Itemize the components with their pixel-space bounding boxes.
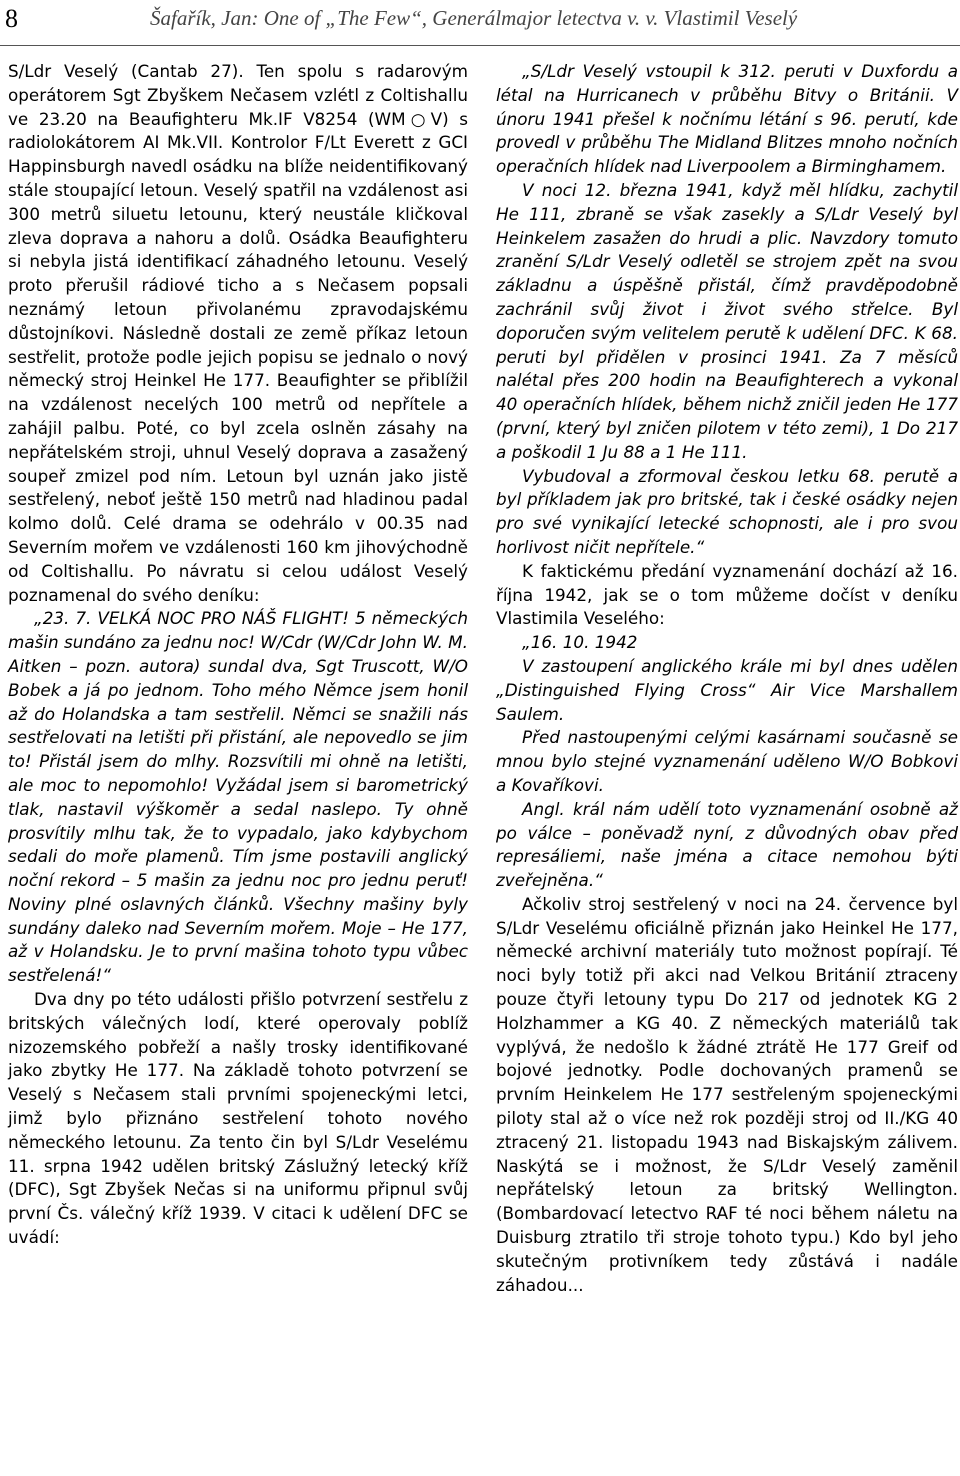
diary-date: „16. 10. 1942 [522,632,638,653]
paragraph: S/Ldr Veselý (Cantab 27). Ten spolu s radarovým operátorem Sgt Zbyškem Nečasem vzlétl z Coltishallu ve 23.20 na Beaufighteru Mk.IF V8254 (WM○V) s radiolokátorem AI Mk.VII. Kontrolor F/Lt Everett z GCI Happinsburgh navedl osádku na blíže neidentifikovaný stále stoupající letoun. Veselý spatřil na vzdálenost asi 300 metrů siluetu letounu, který neustále kličkoval zleva doprava a nahoru a dolů. Osádka Beaufighteru si nebyla jistá identifikací záhadného letounu. Veselý proto přerušil rádiové ticho a s Nečasem popsali neznámý letoun přivolanému zpravodajskému důstojníkovi. Následně dostali ze země příkaz letoun sestřelit, protože podle jejich popisu se jednalo o nový německý stroj Heinkel He 177. Beaufighter se přiblížil na vzdálenost necelých 100 metrů od nepřítele a zahájil palbu. Poté, co byl zcela oslněn zásahy na nepřátelském stroji, uhnul Veselý doprava a zasažený soupeř zmizel pod ním. Letoun byl uznán jako jistě sestřelený, neboť ještě 150 metrů nad hladinou padal kolmo dolů. Celé drama se odehrálo v 00.35 nad Severním mořem ve vzdálenosti 160 km jihovýchodně od Coltishallu. Po návratu si celou událost Veselý poznamenal do svého deníku: [8,61,468,605]
page-header [0,0,960,46]
right-column [496,60,958,1297]
paragraph: K faktickému předání vyznamenání dochází až 16. října 1942, jak se o tom můžeme dočíst v deníku Vlastimila Veselého: [496,560,958,629]
diary-quote: „23. 7. VELKÁ NOC PRO NÁŠ FLIGHT! 5 německých mašin sundáno za jednu noc! W/Cdr (W/Cdr John W. M. Aitken – pozn. autora) sundal dva, Sgt Truscott, W/O Bobek a já po jednom. Toho mého Němce jsem honil až do Holandska a tam sestřelil. Němci se snažili nás sestřelovati na letišti při přistání, ale nepovedlo se jim to! Přistál jsem do mlhy. Rozsvítili mi ohně na letišti, ale moc to nepomohlo! Vyžádal jsem si barometrický tlak, nastavil výškoměr a sedal naslepo. Ty ohně prosvítily mlhu tak, že to vypadalo, jako kdybychom sedali do moře plamenů. Tím jsme postavili anglický noční rekord – 5 mašin za jednu noc pro jednu peruť! Noviny plné oslavných článků. Všechny mašiny byly sundány daleko nad Severním mořem. Moje – He 177, až v Holandsku. Je to první mašina tohoto typu vůbec sestřelená!“ [8,608,468,986]
paragraph: Dva dny po této události přišlo potvrzení sestřelu z britských válečných lodí, které operovaly poblíž nizozemského pobřeží a našly trosky identifikované jako zbytky He 177. Na základě tohoto potvrzení se Veselý s Nečasem stali prvními spojeneckými letci, jimž bylo přiznáno sestřelení tohoto nového německého letounu. Za tento čin byl S/Ldr Veselému 11. srpna 1942 udělen britský Záslužný letecký kříž (DFC), Sgt Zbyšek Nečas si na uniformu připnul svůj první Čs. válečný kříž 1939. V citaci k udělení DFC se uvádí: [8,989,468,1248]
citation-paragraph: Vybudoval a zformoval českou letku 68. perutě a byl příkladem jak pro britské, tak i české osádky nejen pro své vynikající letecké schopnosti, ale i pro svou horlivost ničit nepřítele.“ [496,465,958,557]
citation-paragraph: „S/Ldr Veselý vstoupil k 312. peruti v Duxfordu a létal na Hurricanech v průběhu Bitvy o Británii. V únoru 1941 přešel k nočnímu létání s 96. perutí, kde provedl v průběhu The Midland Blitzes mnoho nočních operačních hlídek nad Liverpoolem a Birminghamem. [496,61,958,177]
page-number: 8 [5,4,18,33]
diary-quote: Angl. král nám udělí toto vyznamenání osobně až po válce – poněvadž nyní, z důvodných obav před represáliemi, naše jména a citace nemohou býti zveřejněna.“ [496,798,958,891]
diary-quote: V zastoupení anglického krále mi byl dnes udělen „Distinguished Flying Cross“ Air Vice Marshallem Saulem. [496,655,958,724]
header-rule [0,45,960,46]
left-column [8,60,468,1250]
diary-quote: Před nastoupenými celými kasárnami současně se mnou bylo stejné vyznamenání uděleno W/O Bobkovi a Kovaříkovi. [496,727,958,795]
running-head: Šafařík, Jan: One of „The Few“, Generálmajor letectva v. v. Vlastimil Veselý [150,6,798,30]
citation-paragraph: V noci 12. března 1941, když měl hlídku, zachytil He 111, zbraně se však zasekly a S/Ldr Veselý byl Heinkelem zasažen do hrudi a plic. Navzdory tomuto zranění S/Ldr Veselý odletěl se strojem zpět na svou základnu a úspěšně přistál, čímž pravděpodobně zachránil svůj život i život svého střelce. Byl doporučen svým velitelem perutě k udělení DFC. K 68. peruti byl přidělen v prosinci 1941. Za 7 měsíců nalétal přes 200 hodin na Beaufighterech a vykonal 40 operačních hlídek, během nichž zničil jeden He 177 (první, který byl zničen pilotem v této zemi), 1 Do 217 a poškodil 1 Ju 88 a 1 He 111. [496,179,958,462]
paragraph: Ačkoliv stroj sestřelený v noci na 24. července byl S/Ldr Veselému oficiálně přiznán jako Heinkel He 177, německé archivní materiály tuto možnost popírají. Té noci byly totiž při akci nad Velkou Británií ztraceny pouze čtyři letouny typu Do 217 od jednotek KG 2 Holzhammer a KG 40. Z německých materiálů tak vyplývá, že nedošlo k žádné ztrátě He 177 Greif od bojové jednotky. Podle dochovaných pramenů se prvním Heinkelem He 177 sestřeleným spojeneckými piloty stal až o více než rok později stroj od II./KG 40 ztracený 21. listopadu 1943 nad Biskajským zálivem. Naskýtá se i možnost, že S/Ldr Veselý zaměnil nepřátelský letoun za britský Wellington. (Bombardovací letectvo RAF té noci během náletu na Duisburg ztratilo tři stroje tohoto typu.) Kdo byl jeho skutečným protivníkem tedy zůstává i nadále záhadou... [496,893,958,1295]
